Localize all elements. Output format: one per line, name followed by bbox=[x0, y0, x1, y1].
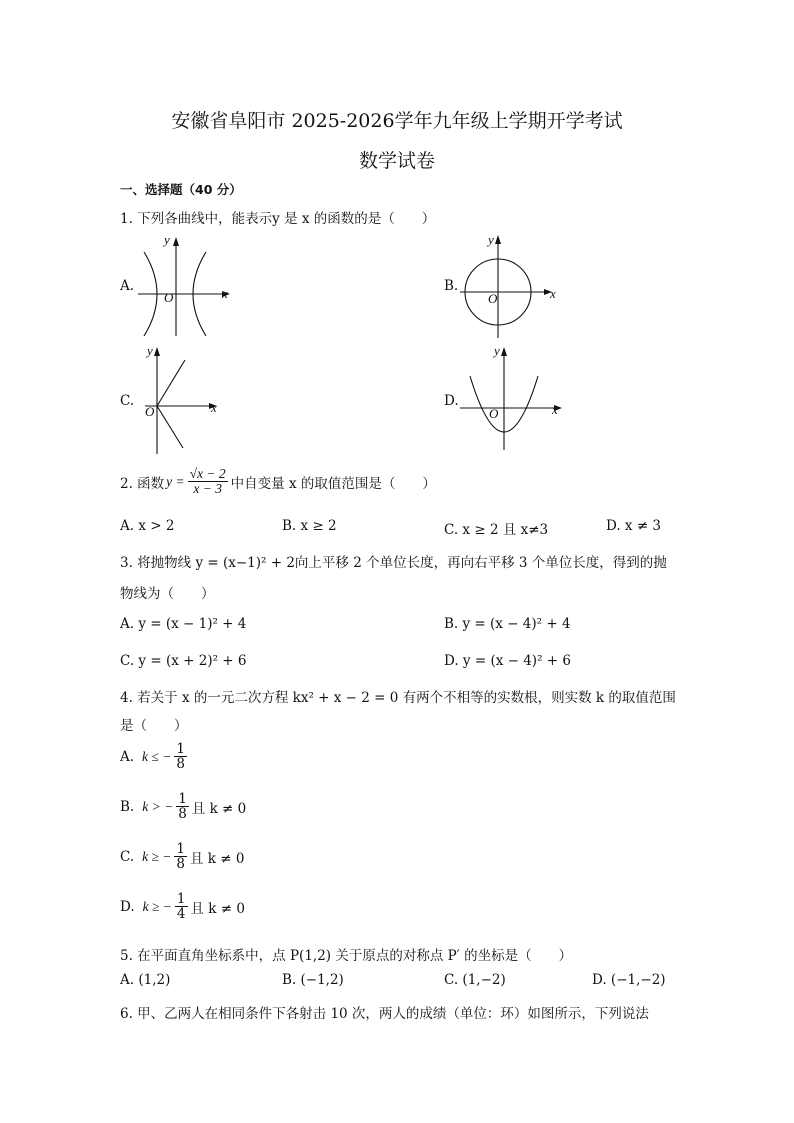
exam-subtitle: 数学试卷 bbox=[358, 150, 435, 172]
q4-option-d-pre: k ≥ − bbox=[142, 898, 172, 914]
q4-option-c-pre: k ≥ − bbox=[142, 848, 172, 864]
q4-option-c-label: C. bbox=[120, 848, 135, 865]
q2-option-b: B. x ≥ 2 bbox=[282, 518, 337, 534]
question-6-stem: 6. 甲、乙两人在相同条件下各射击 10 次，两人的成绩（单位：环）如图所示，下列说法 bbox=[120, 1006, 649, 1022]
q1d-origin-label: O bbox=[489, 406, 499, 421]
question-4-line1: 4. 若关于 x 的一元二次方程 kx² + x − 2 = 0 有两个不相等的实数根，则实数 k 的取值范围 bbox=[120, 690, 676, 706]
q5-option-a: A. (1,2) bbox=[120, 972, 171, 988]
q2-number: 2. 函数 bbox=[120, 475, 165, 492]
q1c-origin-label: O bbox=[145, 404, 155, 419]
q1d-y-label: y bbox=[494, 343, 500, 358]
question-2-stem bbox=[120, 467, 436, 496]
q5-option-b: B. (−1,2) bbox=[282, 972, 344, 988]
q4-option-b-fraction bbox=[176, 792, 189, 821]
q4-option-b-post: 且 k ≠ 0 bbox=[191, 800, 247, 817]
q4-option-b-num: 1 bbox=[178, 791, 187, 807]
q2-numerator: √x − 2 bbox=[189, 466, 226, 481]
q3-option-c: C. y = (x + 2)² + 6 bbox=[120, 653, 247, 669]
q1b-y-label: y bbox=[488, 232, 494, 247]
q4-option-b-den: 8 bbox=[178, 806, 187, 823]
q4-option-c-den: 8 bbox=[176, 856, 185, 873]
q4-option-b-label: B. bbox=[120, 798, 135, 815]
q1c-x-label: x bbox=[211, 400, 217, 415]
q4-option-d-post: 且 k ≠ 0 bbox=[190, 900, 245, 917]
q1-graph-c bbox=[135, 342, 235, 457]
q2-option-c: C. x ≥ 2 且 x≠3 bbox=[444, 522, 549, 538]
question-3-line1: 3. 将抛物线 y = (x−1)² + 2向上平移 2 个单位长度，再向右平移 3 个单位长度，得到的抛 bbox=[120, 555, 667, 571]
q5-option-c: C. (1,−2) bbox=[444, 972, 506, 988]
q2-option-a: A. x > 2 bbox=[120, 518, 175, 534]
q4-option-d-den: 4 bbox=[176, 906, 186, 923]
q4-option-d-num: 1 bbox=[176, 891, 186, 907]
q1-option-b-label: B. bbox=[444, 278, 459, 294]
q1-graph-b bbox=[460, 232, 570, 342]
q5-option-d: D. (−1,−2) bbox=[592, 972, 666, 988]
q4-option-d-label: D. bbox=[120, 898, 135, 915]
q3-option-a: A. y = (x − 1)² + 4 bbox=[120, 616, 247, 632]
q4-option-a-label: A. bbox=[120, 748, 135, 765]
q1c-y-label: y bbox=[147, 343, 153, 358]
q2-denominator: x − 3 bbox=[193, 481, 222, 497]
q1a-x-label: x bbox=[222, 286, 228, 301]
q4-option-c-fraction bbox=[174, 842, 187, 871]
question-1-stem: 1. 下列各曲线中，能表示y 是 x 的函数的是（ ） bbox=[120, 211, 436, 227]
q4-option-a-fraction bbox=[174, 742, 187, 771]
q1-option-d-label: D. bbox=[444, 393, 459, 409]
q4-option-a bbox=[120, 742, 190, 771]
question-3-line2: 物线为（ ） bbox=[120, 586, 215, 602]
q1b-origin-label: O bbox=[488, 291, 498, 306]
q1-graph-a bbox=[130, 232, 240, 342]
q4-option-d-fraction bbox=[175, 892, 188, 921]
q2-y-eq: y = bbox=[166, 473, 185, 489]
q4-option-a-den: 8 bbox=[176, 756, 185, 773]
q2-fraction bbox=[188, 467, 228, 496]
question-4-line2: 是（ ） bbox=[120, 718, 188, 734]
q4-option-c-num: 1 bbox=[176, 841, 185, 857]
q1-graph-d bbox=[460, 342, 570, 457]
q3-option-d: D. y = (x − 4)² + 6 bbox=[444, 653, 571, 669]
q2-rest: 中自变量 x 的取值范围是（ ） bbox=[230, 475, 436, 492]
q4-option-d bbox=[120, 892, 245, 921]
q4-option-b bbox=[120, 792, 246, 821]
q4-option-a-num: 1 bbox=[176, 741, 185, 757]
question-5-stem: 5. 在平面直角坐标系中，点 P(1,2) 关于原点的对称点 P′ 的坐标是（ ） bbox=[120, 948, 573, 964]
q1a-origin-label: O bbox=[164, 290, 174, 305]
q1-option-c-label: C. bbox=[120, 393, 135, 409]
q1d-x-label: x bbox=[552, 402, 558, 417]
q4-option-c-post: 且 k ≠ 0 bbox=[190, 850, 245, 867]
q4-option-a-pre: k ≤ − bbox=[142, 748, 172, 764]
q1b-x-label: x bbox=[550, 286, 556, 301]
section-heading: 一、选择题（40 分） bbox=[120, 182, 242, 197]
q2-option-d: D. x ≠ 3 bbox=[606, 518, 662, 534]
q1a-y-label: y bbox=[164, 232, 170, 247]
exam-title: 安徽省阜阳市 2025-2026学年九年级上学期开学考试 bbox=[171, 110, 623, 132]
q4-option-b-pre: k > − bbox=[142, 798, 174, 814]
q1-option-a-label: A. bbox=[120, 278, 135, 294]
q4-option-c bbox=[120, 842, 244, 871]
q3-option-b: B. y = (x − 4)² + 4 bbox=[444, 616, 571, 632]
